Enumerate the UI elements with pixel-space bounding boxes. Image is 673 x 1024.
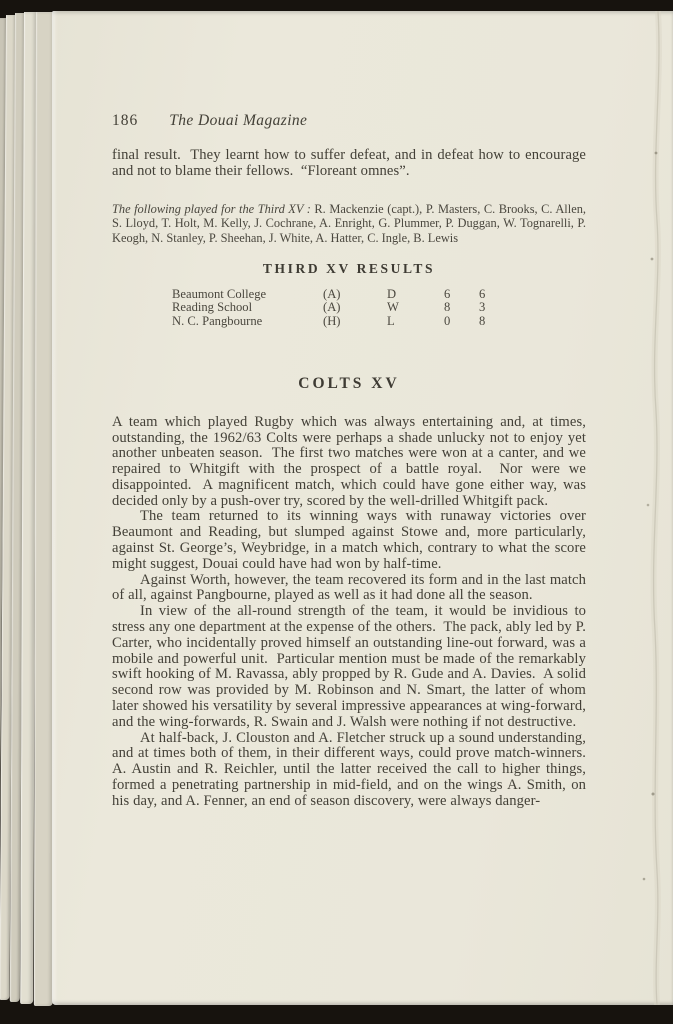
opponent-cell: Reading School: [172, 300, 253, 315]
table-row: [172, 301, 485, 314]
score-against-cell: 8: [479, 313, 486, 328]
magazine-page: [52, 11, 673, 1005]
colts-paragraph: At half-back, J. Clouston and A. Fletcher struck up a sound understanding, and at times both of them, in their different ways, could prove match-winners. A. Austin and R. Reichler, until the latter received the call to higher things, formed a penetrating partnership in mid-field, and on the wings A. Smith, on his day, and A. Fenner, an end of season discovery, were always danger-: [112, 729, 594, 809]
score-against-cell: 3: [479, 300, 486, 315]
venue-cell: (H): [323, 313, 341, 328]
text-column: [112, 11, 594, 810]
colts-paragraph: A team which played Rugby which was always entertaining and, at times, outstanding, the 1962/63 Colts were perhaps a shade unlucky not to enjoy yet another unbeaten season. The first two matches were won at a canter, and we repaired to Whitgift with the prospect of a battle royal. Nor were we disappointed. A magnificent match, which could have gone either way, was decided only by a push-over try, scored by the well-drilled Whitgift pack.: [112, 413, 590, 509]
score-for-cell: 6: [444, 287, 451, 302]
page-number: 186: [112, 112, 139, 129]
opponent-cell: Beaumont College: [172, 287, 267, 302]
venue-cell: (A): [323, 287, 341, 302]
players-note-names: R. Mackenzie (capt.), P. Masters, C. Brooks, C. Allen, S. Lloyd, T. Holt, M. Kelly, J. Cochrane, A. Enright, G. Plummer, P. Duggan, W. Tognarelli, P. Keogh, N. Stanley, P. Sheehan, J. White, A. Hatter, C. Ingle, B. Lewis: [112, 201, 590, 245]
page-header: [112, 112, 586, 129]
third-xv-results-heading: THIRD XV RESULTS: [262, 261, 436, 277]
venue-cell: (A): [323, 300, 341, 315]
intro-paragraph: final result. They learnt how to suffer defeat, and in defeat how to encourage and not to blame their fellows. “Floreant omnes”.: [112, 147, 590, 179]
colts-paragraph: The team returned to its winning ways with runaway victories over Beaumont and Reading, but slumped against Stowe and, more particularly, against St. George’s, Weybridge, in a match which, contrary to what the score might suggest, Douai could have had won by half-time.: [112, 508, 590, 572]
score-for-cell: 8: [444, 300, 451, 315]
score-against-cell: 6: [479, 287, 486, 302]
players-note-lead: The following played for the Third XV :: [112, 201, 315, 216]
magazine-title: The Douai Magazine: [169, 112, 308, 129]
players-note: [112, 201, 590, 246]
colts-paragraph: In view of the all-round strength of the team, it would be invidious to stress any one department at the expense of the others. The pack, ably led by P. Carter, who incidentally proved himself an outstanding line-out forward, was a mobile and powerful unit. Particular mention must be made of the remarkably swift hooking of M. Ravassa, ably propped by R. Gude and A. Davies. A solid second row was provided by M. Robinson and N. Smart, the latter of whom later showed his versatility by several impressive appearances at wing-forward, and the wing-forwards, R. Swain and J. Walsh were nothing if not destructive.: [112, 603, 590, 730]
score-for-cell: 0: [444, 313, 451, 328]
colts-xv-heading: COLTS XV: [298, 374, 400, 392]
colts-paragraph: Against Worth, however, the team recovered its form and in the last match of all, against Pangbourne, played as well as it had done all the season.: [112, 571, 590, 604]
result-cell: D: [387, 287, 397, 302]
result-cell: L: [387, 313, 395, 328]
result-cell: W: [387, 300, 399, 315]
opponent-cell: N. C. Pangbourne: [172, 313, 263, 328]
table-row: [172, 315, 485, 328]
results-table: [172, 288, 485, 328]
